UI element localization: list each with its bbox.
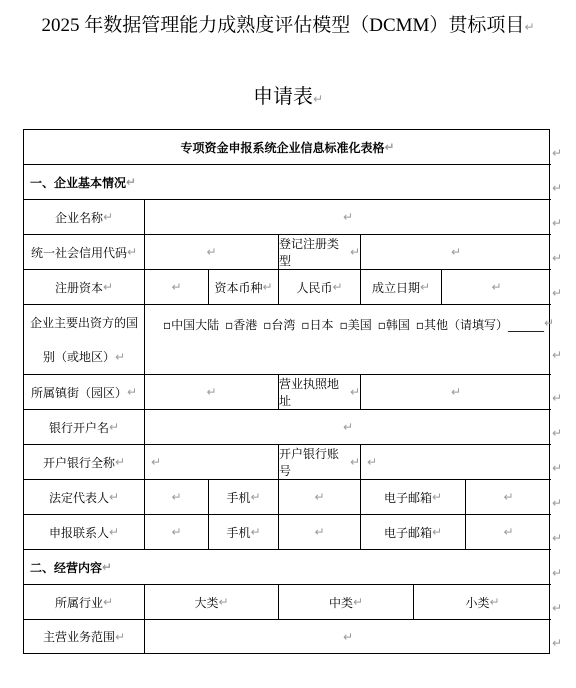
section-business-heading: 二、经营内容 ↵ xyxy=(24,550,551,585)
table-title: 专项资金申报系统企业信息标准化表格 ↵ xyxy=(24,130,551,165)
legal-rep-row xyxy=(24,480,551,515)
license-address-field[interactable]: ↵ xyxy=(361,375,551,410)
investor-country-options[interactable]: ▫中国大陆 ▫香港 ▫台湾 ▫日本 ▫美国 ▫韩国 ▫其他（请填写）______ ↵ xyxy=(145,305,551,375)
reg-type-label: 登记注册类型 ↵ xyxy=(279,237,360,268)
reg-capital-label: 注册资本 ↵ xyxy=(24,270,145,305)
credit-code-label: 统一社会信用代码 ↵ xyxy=(24,235,145,270)
country-option[interactable]: ▫中国大陆 xyxy=(163,318,220,332)
contact-email-label: 电子邮箱 ↵ xyxy=(361,515,466,550)
street-field[interactable]: ↵ xyxy=(145,375,279,410)
street-row xyxy=(24,375,551,410)
account-name-label: 银行开户名 ↵ xyxy=(24,410,145,445)
company-name-row xyxy=(24,200,551,235)
country-option[interactable]: ▫其他（请填写）______ xyxy=(415,318,544,332)
bank-account-field[interactable]: ↵ xyxy=(361,445,551,480)
row-end-mark: ↵ xyxy=(552,181,563,195)
company-name-field[interactable]: ↵ xyxy=(145,200,551,235)
reg-capital-row xyxy=(24,270,551,305)
reg-type-field[interactable]: ↵ xyxy=(361,235,551,270)
row-end-mark: ↵ xyxy=(552,496,563,510)
industry-major-field[interactable]: 大类 ↵ xyxy=(145,585,279,620)
legal-rep-field[interactable]: ↵ xyxy=(145,480,209,515)
contact-email-field[interactable]: ↵ xyxy=(466,515,551,550)
main-business-label: 主营业务范围 ↵ xyxy=(24,620,145,653)
legal-rep-email-label: 电子邮箱 ↵ xyxy=(361,480,466,515)
capital-currency-value[interactable]: 人民币 ↵ xyxy=(279,270,361,305)
country-option[interactable]: ▫韩国 xyxy=(377,318,410,332)
est-date-field[interactable]: ↵ xyxy=(442,270,551,305)
legal-rep-phone-label: 手机 ↵ xyxy=(209,480,279,515)
main-business-field[interactable]: ↵ xyxy=(342,629,354,644)
country-option[interactable]: ▫日本 xyxy=(301,318,334,332)
row-end-mark: ↵ xyxy=(552,426,563,440)
legal-rep-label: 法定代表人 ↵ xyxy=(24,480,145,515)
bank-account-label: 开户银行账号 ↵ xyxy=(279,447,360,478)
account-name-row xyxy=(24,410,551,445)
document-subtitle: 申请表↵ xyxy=(252,84,324,108)
table-title-row xyxy=(24,130,551,165)
industry-middle-field[interactable]: 中类 ↵ xyxy=(279,585,414,620)
row-end-mark: ↵ xyxy=(552,601,563,615)
investor-country-label: 企业主要出资方的国 别（或地区）↵ xyxy=(24,305,145,375)
contact-row xyxy=(24,515,551,550)
row-end-mark: ↵ xyxy=(552,461,563,475)
section-business-row xyxy=(24,550,551,585)
application-form-table xyxy=(23,129,555,654)
credit-code-field[interactable]: ↵ xyxy=(145,235,279,270)
country-option[interactable]: ▫香港 xyxy=(225,318,258,332)
row-end-mark: ↵ xyxy=(552,636,563,650)
bank-full-name-label: 开户银行全称 ↵ xyxy=(24,445,145,480)
bank-full-name-field[interactable]: ↵ xyxy=(145,445,279,480)
row-end-mark: ↵ xyxy=(552,348,563,362)
row-end-mark: ↵ xyxy=(552,146,563,160)
document-title: 2025 年数据管理能力成熟度评估模型（DCMM）贯标项目↵ xyxy=(41,15,535,36)
legal-rep-email-field[interactable]: ↵ xyxy=(466,480,551,515)
est-date-label: 成立日期 ↵ xyxy=(361,270,442,305)
street-label: 所属镇街（园区） ↵ xyxy=(24,375,145,410)
country-option[interactable]: ▫台湾 xyxy=(263,318,296,332)
legal-rep-phone-field[interactable]: ↵ xyxy=(279,480,361,515)
contact-phone-field[interactable]: ↵ xyxy=(279,515,361,550)
row-end-mark: ↵ xyxy=(552,286,563,300)
industry-minor-field[interactable]: 小类 ↵ xyxy=(414,585,551,620)
section-basic-info-row xyxy=(24,165,551,200)
capital-currency-label: 资本币种 ↵ xyxy=(209,270,279,305)
contact-phone-label: 手机 ↵ xyxy=(209,515,279,550)
contact-label: 申报联系人 ↵ xyxy=(24,515,145,550)
row-end-mark: ↵ xyxy=(552,216,563,230)
row-end-mark: ↵ xyxy=(552,566,563,580)
industry-label: 所属行业 ↵ xyxy=(24,585,145,620)
company-name-label: 企业名称 ↵ xyxy=(24,200,145,235)
row-end-mark: ↵ xyxy=(552,391,563,405)
country-option[interactable]: ▫美国 xyxy=(339,318,372,332)
contact-field[interactable]: ↵ xyxy=(145,515,209,550)
industry-row xyxy=(24,585,551,620)
investor-country-row xyxy=(24,305,555,375)
row-end-mark: ↵ xyxy=(552,251,563,265)
country-option-list[interactable] xyxy=(145,316,544,333)
reg-capital-field[interactable]: ↵ xyxy=(145,270,209,305)
row-end-mark: ↵ xyxy=(552,531,563,545)
account-name-field[interactable]: ↵ xyxy=(145,410,551,445)
section-basic-info-heading: 一、企业基本情况 ↵ xyxy=(24,165,551,200)
license-address-label: 营业执照地址 ↵ xyxy=(279,377,360,408)
bank-row xyxy=(24,445,551,480)
main-business-row xyxy=(24,620,551,653)
credit-code-row xyxy=(24,235,551,270)
